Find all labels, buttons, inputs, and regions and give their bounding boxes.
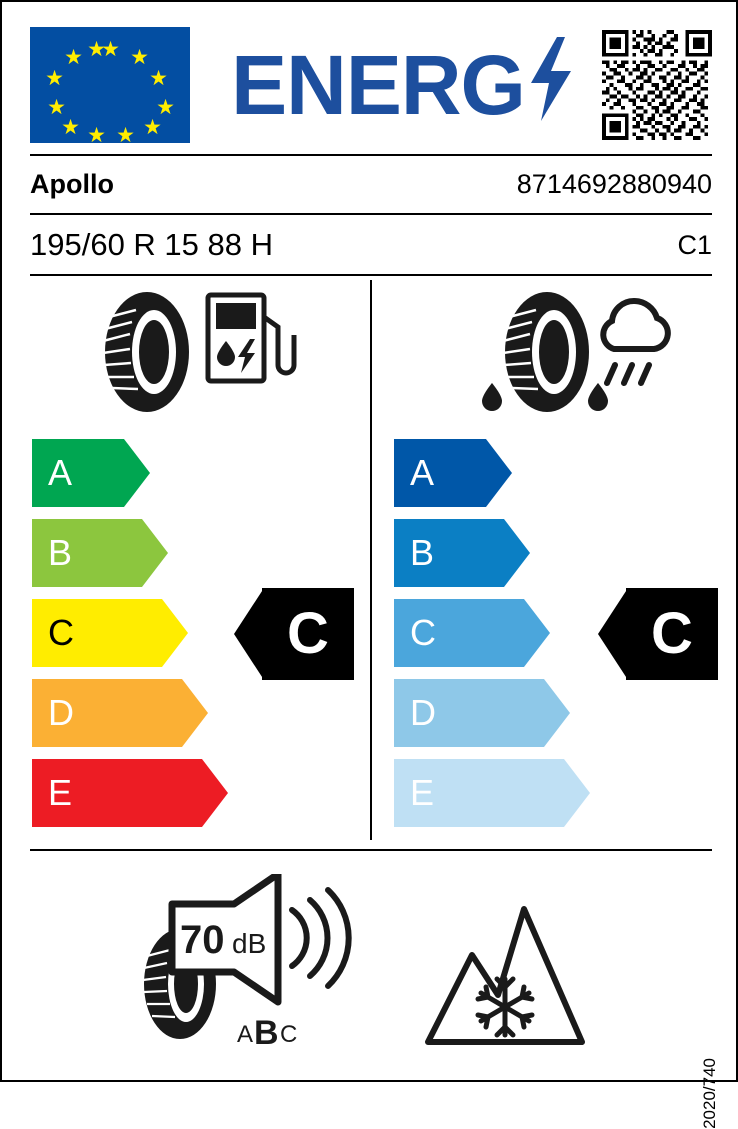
regulation-reference: 2020/740 — [700, 1058, 719, 1129]
snow-grip-section — [420, 887, 590, 1052]
tyre-size: 195/60 R 15 88 H — [30, 227, 274, 262]
grade-row — [32, 679, 332, 747]
noise-class-a: A — [237, 1021, 254, 1048]
tyre-size-row — [30, 220, 712, 270]
divider-top — [30, 154, 712, 156]
fuel-result-letter: C — [287, 601, 329, 666]
grade-row — [32, 519, 332, 587]
rain-cloud-icon — [603, 301, 668, 383]
qr-code-icon — [602, 30, 712, 140]
wet-result-letter: C — [651, 601, 693, 666]
grade-letter: D — [410, 692, 436, 733]
noise-class-b: B — [254, 1014, 279, 1052]
fuel-drop-icon — [217, 339, 255, 373]
grade-letter: A — [410, 452, 435, 493]
sound-waves-icon — [292, 890, 349, 986]
noise-value-text: 70 — [180, 918, 225, 962]
grade-letter: C — [48, 612, 74, 653]
snowflake-glyph — [478, 979, 532, 1035]
fuel-pump-icon — [208, 295, 294, 381]
grade-letter: B — [410, 532, 435, 573]
divider-brand — [30, 213, 712, 215]
grade-row — [394, 679, 694, 747]
grade-letter: D — [48, 692, 74, 733]
grade-row — [394, 519, 694, 587]
brand-name: Apollo — [30, 168, 114, 199]
divider-noise — [30, 849, 712, 851]
grade-letter: E — [48, 772, 73, 813]
wet-result-marker — [598, 588, 718, 680]
column-divider — [370, 280, 372, 840]
tyre-class: C1 — [677, 229, 712, 260]
grade-row — [394, 439, 694, 507]
wet-grip-pictogram — [452, 287, 682, 417]
grade-letter: B — [48, 532, 73, 573]
grade-letter: E — [410, 772, 435, 813]
divider-size — [30, 274, 712, 276]
fuel-result-marker — [234, 588, 354, 680]
product-code: 8714692880940 — [516, 168, 712, 199]
grade-row — [32, 439, 332, 507]
grade-row — [394, 759, 694, 827]
label-header — [30, 26, 712, 147]
tyre-icon — [503, 292, 589, 412]
tyre-icon — [103, 292, 189, 412]
grade-letter: C — [410, 612, 436, 653]
grade-letter: A — [48, 452, 73, 493]
eu-flag-icon: ★ ★ ★ ★ ★ ★ ★ ★ ★ ★ ★ ★ — [30, 27, 190, 143]
grade-row — [32, 759, 332, 827]
noise-unit-text: dB — [232, 928, 267, 959]
brand-row — [30, 160, 712, 208]
energy-wordmark — [190, 37, 596, 134]
noise-class-c: C — [280, 1021, 298, 1048]
lightning-bolt-icon — [527, 37, 573, 134]
noise-section — [132, 874, 392, 1054]
fuel-efficiency-pictogram — [92, 287, 302, 417]
energy-word-text: ENERG — [231, 38, 525, 132]
